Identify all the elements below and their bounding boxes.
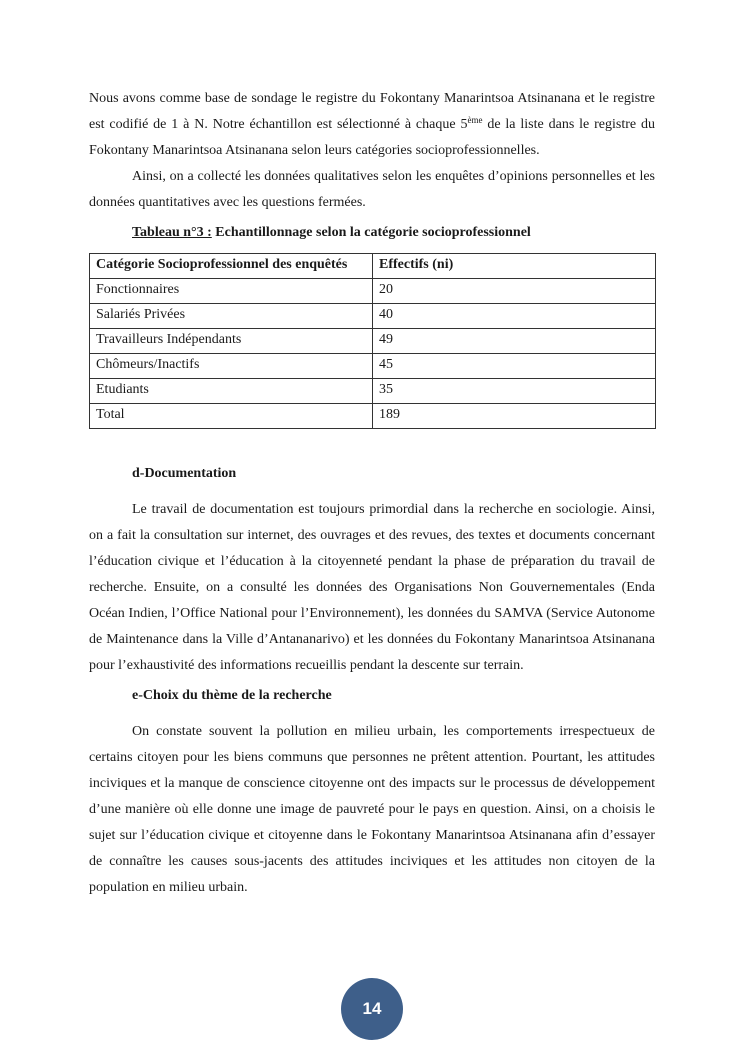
intro-paragraph-1 — [89, 86, 655, 164]
table-row — [90, 304, 656, 329]
table-row — [90, 279, 656, 304]
document-page — [89, 86, 655, 901]
table-header-row — [90, 254, 656, 279]
table-caption-label: Tableau n°3 : — [132, 225, 212, 240]
page-number-badge: 14 — [341, 978, 403, 1040]
category-cell: Total — [90, 404, 373, 429]
count-cell: 189 — [373, 404, 656, 429]
choix-paragraph: On constate souvent la pollution en milieu urbain, les comportements irrespectueux de certains citoyen pour les biens communs que personnes ne prêtent attention. Pourtant, les attitudes inciviques et la manque de conscience citoyenne ont des impacts sur le processus de développement d’une manière où elle donne une image de pauvreté pour le pays en question. Ainsi, on a choisis le sujet sur l’éducation civique et citoyenne dans le Fokontany Manarintsoa Atsinanana afin d’essayer de connaître les causes sous-jacents des attitudes inciviques et les attitudes non citoyen de la population en milieu urbain. — [89, 724, 655, 895]
table-total-row — [90, 404, 656, 429]
table-row — [90, 329, 656, 354]
table-row — [90, 379, 656, 404]
category-cell: Etudiants — [90, 379, 373, 404]
table-row — [90, 354, 656, 379]
table-caption — [132, 223, 655, 243]
documentation-paragraph: Le travail de documentation est toujours primordial dans la recherche en sociologie. Ainsi, on a fait la consultation sur internet, des ouvrages et des revues, des textes et documents concernant l’éducation civique et l’éducation à la citoyenneté pendant la phase de préparation du travail de recherche. Ensuite, on a consulté les données des Organisations Non Gouvernementales (Enda Océan Indien, l’Office National pour l’Environnement), les données du SAMVA (Service Autonome de Maintenance dans la Ville d’Antananarivo) et les données du Fokontany Manarintsoa Atsinanana pour l’exhaustivité des informations recueillis pendant la descente sur terrain. — [89, 502, 655, 673]
ordinal-superscript: ème — [467, 115, 483, 125]
category-cell: Fonctionnaires — [90, 279, 373, 304]
section-title-documentation: d-Documentation — [132, 466, 237, 481]
count-cell: 45 — [373, 354, 656, 379]
count-cell: 49 — [373, 329, 656, 354]
header-category: Catégorie Socioprofessionnel des enquêtés — [90, 254, 373, 279]
header-count: Effectifs (ni) — [373, 254, 656, 279]
count-cell: 40 — [373, 304, 656, 329]
intro-text-part-1: Nous avons comme base de sondage le registre du Fokontany Manarintsoa Atsinanana et le registre est codifié de 1 à N. Notre échantillon est sélectionné à chaque 5 — [89, 91, 655, 132]
intro-paragraph-2: Ainsi, on a collecté les données qualitatives selon les enquêtes d’opinions personnelles et les données quantitatives avec les questions fermées. — [89, 169, 655, 210]
category-cell: Travailleurs Indépendants — [90, 329, 373, 354]
intro-text-part-2: de la liste dans le registre du Fokontany Manarintsoa Atsinanana selon leurs catégories socioprofessionnelles. — [89, 117, 655, 158]
count-cell: 20 — [373, 279, 656, 304]
category-cell: Salariés Privées — [90, 304, 373, 329]
table-caption-text: Echantillonnage selon la catégorie socioprofessionnel — [211, 225, 531, 240]
count-cell: 35 — [373, 379, 656, 404]
category-cell: Chômeurs/Inactifs — [90, 354, 373, 379]
sampling-table — [89, 253, 656, 429]
section-title-choix: e-Choix du thème de la recherche — [132, 688, 332, 703]
